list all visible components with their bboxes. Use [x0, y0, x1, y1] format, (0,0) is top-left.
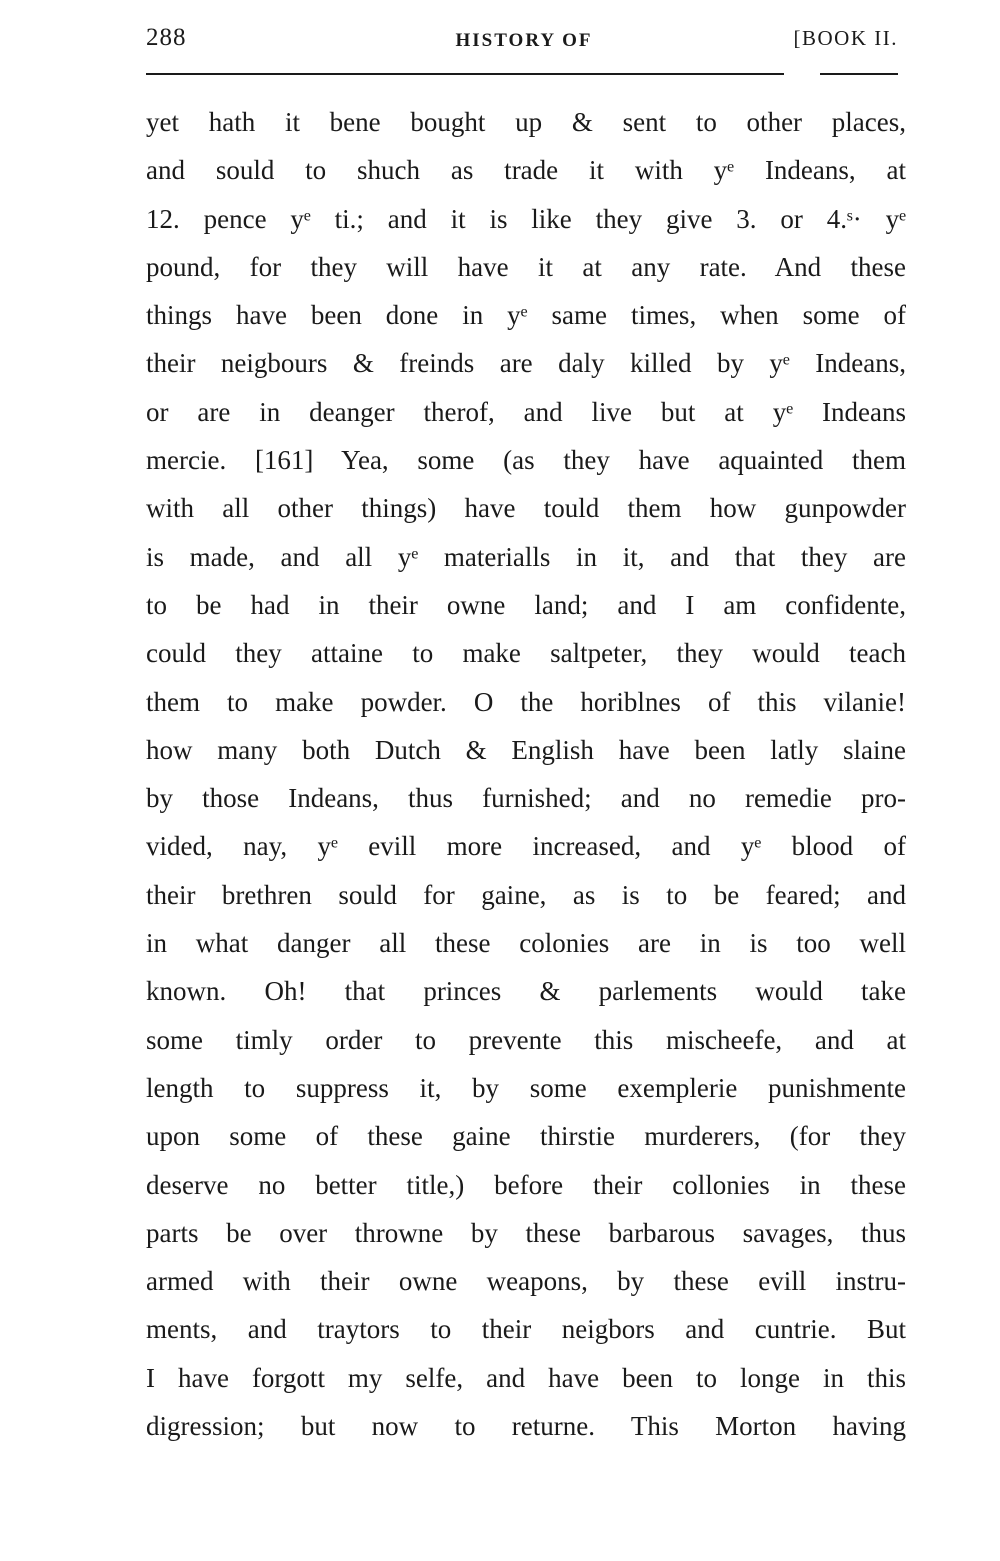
text-line: their neigbours & freinds are daly killed by yᵉ Indeans,: [146, 348, 906, 379]
text-line: some timly order to prevente this mischeefe, and at: [146, 1024, 906, 1055]
text-line: 12. pence yᵉ ti.; and it is like they give 3. or 4.ˢ· yᵉ: [146, 203, 906, 234]
text-line: is made, and all yᵉ materialls in it, and that they are: [146, 541, 906, 572]
text-line: or are in deanger therof, and live but at yᵉ Indeans: [146, 396, 906, 427]
text-line: how many both Dutch & English have been latly slaine: [146, 734, 906, 765]
text-line: length to suppress it, by some exemplerie punishmente: [146, 1072, 906, 1103]
text-line: armed with their owne weapons, by these evill instru-: [146, 1266, 906, 1297]
running-title: HISTORY OF: [455, 30, 593, 51]
text-line: and sould to shuch as trade it with yᵉ Indeans, at: [146, 155, 906, 186]
text-line: could they attaine to make saltpeter, they would teach: [146, 638, 906, 669]
page-header: [146, 24, 902, 60]
text-line: I have forgott my selfe, and have been to longe in this: [146, 1362, 906, 1393]
text-line: ments, and traytors to their neigbors and cuntrie. But: [146, 1314, 906, 1345]
text-line: digression; but now to returne. This Morton having: [146, 1411, 906, 1442]
text-line: vided, nay, yᵉ evill more increased, and yᵉ blood of: [146, 831, 906, 862]
text-line: upon some of these gaine thirstie murderers, (for they: [146, 1121, 906, 1152]
text-line: mercie. [161] Yea, some (as they have aquainted them: [146, 445, 906, 476]
text-line: to be had in their owne land; and I am confidente,: [146, 589, 906, 620]
text-line: yet hath it bene bought up & sent to other places,: [146, 107, 906, 137]
text-line: in what danger all these colonies are in is too well: [146, 928, 906, 959]
body-text: [146, 98, 906, 1450]
text-line: them to make powder. O the horiblnes of this vilanie!: [146, 686, 906, 717]
text-line: things have been done in yᵉ same times, when some of: [146, 300, 906, 331]
text-line: known. Oh! that princes & parlements would take: [146, 976, 906, 1007]
text-line: parts be over throwne by these barbarous savages, thus: [146, 1217, 906, 1248]
text-line: pound, for they will have it at any rate. And these: [146, 251, 906, 282]
text-line: with all other things) have tould them how gunpowder: [146, 493, 906, 524]
header-rule: [146, 73, 784, 75]
text-line: deserve no better title,) before their collonies in these: [146, 1169, 906, 1200]
text-line: their brethren sould for gaine, as is to be feared; and: [146, 879, 906, 910]
page-number: 288: [146, 24, 187, 51]
book-label: [BOOK II.: [793, 26, 898, 50]
header-rule-short: [820, 73, 898, 75]
text-line: by those Indeans, thus furnished; and no remedie pro-: [146, 783, 906, 814]
